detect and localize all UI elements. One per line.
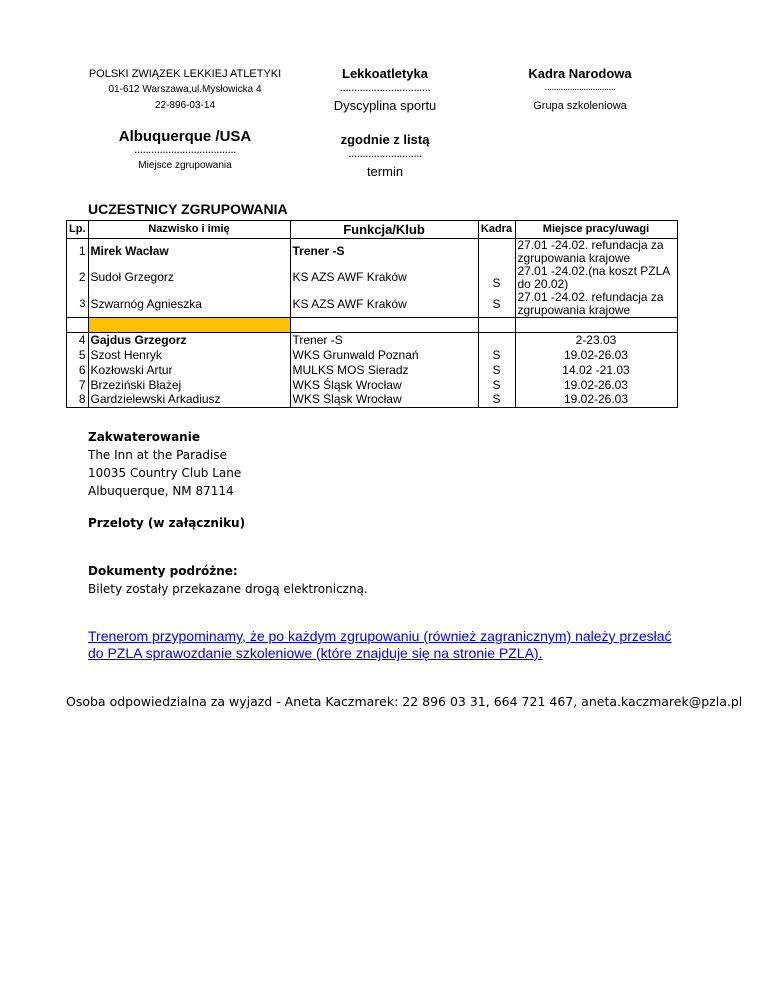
term-value: zgodnie z listą: [340, 132, 430, 147]
place-value: Albuquerque /USA: [118, 128, 252, 145]
documents-heading: Dokumenty podróżne:: [88, 564, 238, 578]
row-notes: 19.02-26.03: [515, 378, 677, 393]
row-name: Sudoł Grzegorz: [88, 264, 290, 292]
highlighted-cell: [88, 318, 290, 333]
group-value: Kadra Narodowa: [528, 66, 632, 81]
row-function: KS AZS AWF Kraków: [290, 292, 478, 318]
table-row: [67, 393, 678, 408]
header-notes: Miejsce pracy/uwagi: [515, 221, 677, 239]
row-lp: 8: [67, 393, 89, 408]
place-dots: ....................................: [133, 142, 237, 156]
row-name: Mirek Wacław: [88, 239, 290, 264]
note-line: do 20.02): [517, 277, 569, 291]
table-header-row: [67, 221, 678, 239]
row-notes: 19.02-26.03: [515, 348, 677, 363]
note-line: 27.01 -24.02. refundacja za: [517, 238, 664, 252]
row-function: Trener -S: [290, 239, 478, 264]
table-row: [67, 378, 678, 393]
discipline-dots: ................................: [339, 80, 431, 94]
row-kadra: S: [478, 264, 515, 292]
row-lp: 2: [67, 264, 89, 292]
highlight-row: [67, 318, 678, 333]
reminder-link[interactable]: do PZLA sprawozdanie szkoleniowe (które znajduje się na stronie PZLA).: [88, 645, 543, 661]
header-name: Nazwisko i imię: [88, 221, 290, 239]
reminder-link[interactable]: Trenerom przypominamy, że po każdym zgrupowaniu (również zagranicznym) należy przesłać: [88, 628, 672, 644]
row-function: Trener -S: [290, 333, 478, 348]
accommodation-line: The Inn at the Paradise: [88, 448, 228, 462]
note-line: zgrupowania krajowe: [517, 303, 631, 317]
header-lp: Lp.: [67, 221, 89, 239]
row-function: WKS Grunwald Poznań: [290, 348, 478, 363]
flights-heading: Przeloty (w załączniku): [88, 516, 246, 530]
contact-line: Osoba odpowiedzialna za wyjazd - Aneta Kaczmarek: 22 896 03 31, 664 721 467, aneta.kaczmarek@pzla.pl: [66, 694, 743, 709]
row-kadra: S: [478, 378, 515, 393]
row-kadra: S: [478, 292, 515, 318]
row-lp: 3: [67, 292, 89, 318]
header-function: Funkcja/Klub: [290, 221, 478, 239]
accommodation-line: Albuquerque, NM 87114: [88, 484, 234, 498]
section-title: UCZESTNICY ZGRUPOWANIA: [88, 201, 288, 217]
row-lp: 6: [67, 363, 89, 378]
row-name: Gajdus Grzegorz: [88, 333, 290, 348]
documents-text: Bilety zostały przekazane drogą elektroniczną.: [88, 582, 368, 596]
row-kadra: [478, 239, 515, 264]
table-row: [67, 333, 678, 348]
row-kadra: S: [478, 363, 515, 378]
row-name: Kozłowski Artur: [88, 363, 290, 378]
participants-table: [66, 220, 678, 408]
row-function: MULKS MOS Sieradz: [290, 363, 478, 378]
row-lp: 1: [67, 239, 89, 264]
row-lp: 5: [67, 348, 89, 363]
group-dots: ...............................: [544, 82, 616, 93]
row-kadra: S: [478, 393, 515, 408]
row-function: WKS Śląsk Wrocław: [290, 378, 478, 393]
row-function: WKS Śląsk Wrocław: [290, 393, 478, 408]
term-dots: ..........................: [348, 146, 422, 160]
table-row: [67, 239, 678, 264]
table-row: [67, 348, 678, 363]
row-lp: 7: [67, 378, 89, 393]
row-name: Brzeziński Błażej: [88, 378, 290, 393]
place-label: Miejsce zgrupowania: [138, 160, 232, 171]
organization-address: 01-612 Warszawa,ul.Mysłowicka 4: [108, 84, 262, 95]
row-name: Szwarnóg Agnieszka: [88, 292, 290, 318]
accommodation-heading: Zakwaterowanie: [88, 430, 200, 444]
row-kadra: [478, 333, 515, 348]
organization-phone: 22-896-03-14: [154, 100, 216, 111]
group-label: Grupa szkoleniowa: [533, 100, 627, 112]
row-function: KS AZS AWF Kraków: [290, 264, 478, 292]
row-notes: 19.02-26.03: [515, 393, 677, 408]
row-notes: 14.02 -21.03: [515, 363, 677, 378]
row-kadra: S: [478, 348, 515, 363]
discipline-label: Dyscyplina sportu: [333, 98, 437, 113]
table-row: [67, 363, 678, 378]
organization-name: POLSKI ZWIĄZEK LEKKIEJ ATLETYKI: [88, 68, 282, 80]
note-line: 27.01 -24.02.(na koszt PZLA: [517, 264, 671, 278]
row-lp: 4: [67, 333, 89, 348]
accommodation-line: 10035 Country Club Lane: [88, 466, 242, 480]
row-notes: 2-23.03: [515, 333, 677, 348]
row-name: Gardzielewski Arkadiusz: [88, 393, 290, 408]
group1-notes-cell: [515, 239, 677, 318]
note-line: zgrupowania krajowe: [517, 251, 631, 265]
discipline-value: Lekkoatletyka: [342, 66, 428, 81]
header-kadra: Kadra: [478, 221, 515, 239]
row-name: Szost Henryk: [88, 348, 290, 363]
note-line: 27.01 -24.02. refundacja za: [517, 290, 664, 304]
term-label: termin: [366, 164, 404, 179]
